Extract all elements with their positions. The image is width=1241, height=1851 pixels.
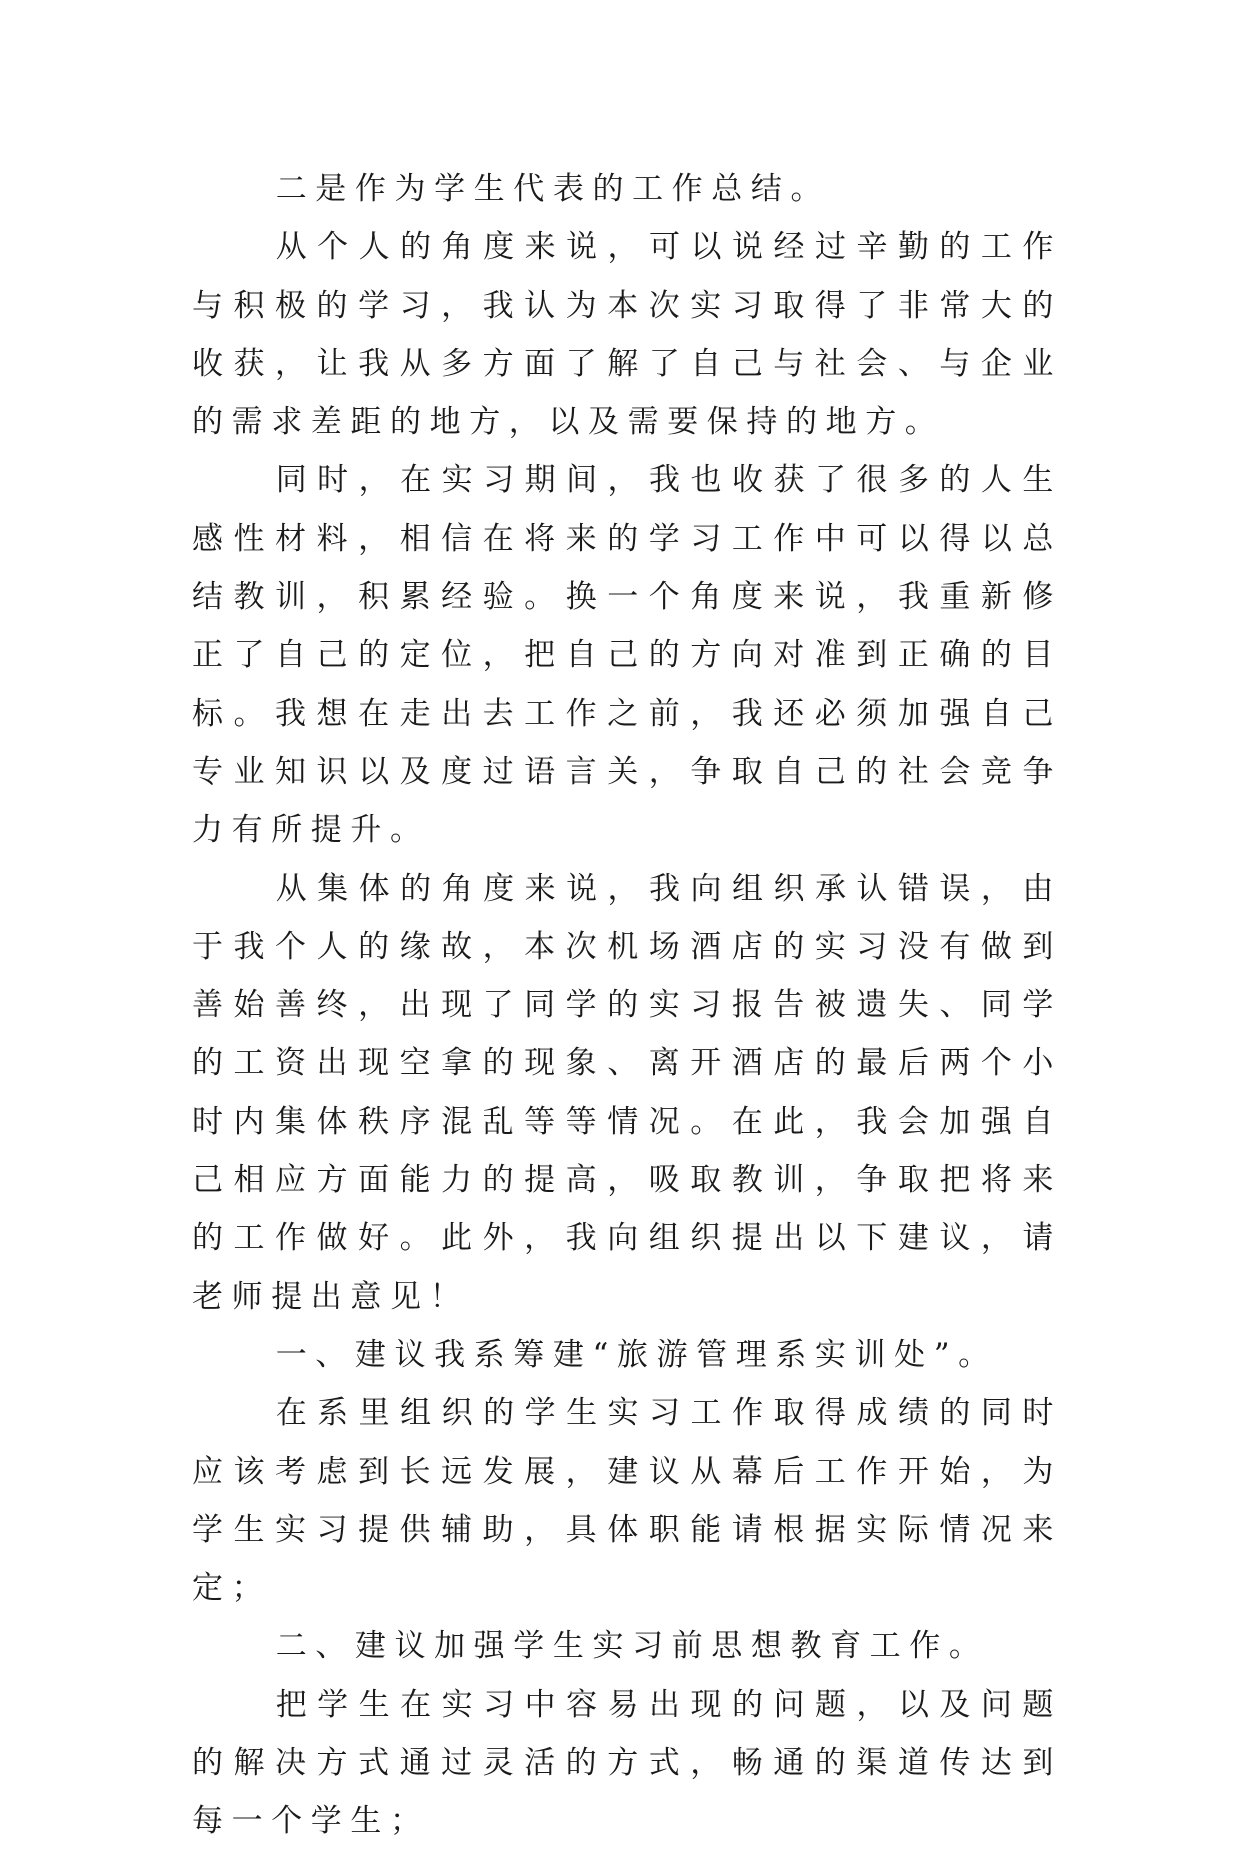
paragraph-4: 从集体的角度来说，我向组织承认错误，由于我个人的缘故，本次机场酒店的实习没有做到善始善终，出现了同学的实习报告被遗失、同学的工资出现空拿的现象、离开酒店的最后两个小时内集体秩序混乱等等情况。在此，我会加强自己相应方面能力的提高，吸取教训，争取把将来的工作做好。此外，我向组织提出以下建议，请老师提出意见！ xyxy=(192,870,1062,1315)
paragraph-7: 二、建议加强学生实习前思想教育工作。 xyxy=(275,1628,989,1665)
paragraph-1: 二是作为学生代表的工作总结。 xyxy=(275,171,831,207)
paragraph-5: 一、建议我系筹建“旅游管理系实训处”。 xyxy=(275,1336,998,1373)
paragraph-6: 在系里组织的学生实习工作取得成绩的同时应该考虑到长远发展，建议从幕后工作开始，为学生实习提供辅助，具体职能请根据实际情况来定； xyxy=(192,1395,1062,1607)
document-page xyxy=(192,160,1062,1851)
paragraph-8: 把学生在实习中容易出现的问题，以及问题的解决方式通过灵活的方式，畅通的渠道传达到每一个学生； xyxy=(192,1686,1062,1840)
paragraph-2: 从个人的角度来说，可以说经过辛勤的工作与积极的学习，我认为本次实习取得了非常大的收获，让我从多方面了解了自己与社会、与企业的需求差距的地方，以及需要保持的地方。 xyxy=(192,229,1062,441)
paragraph-3: 同时，在实习期间，我也收获了很多的人生感性材料，相信在将来的学习工作中可以得以总结教训，积累经验。换一个角度来说，我重新修正了自己的定位，把自己的方向对准到正确的目标。我想在走出去工作之前，我还必须加强自己专业知识以及度过语言关，争取自己的社会竞争力有所提升。 xyxy=(192,462,1062,849)
